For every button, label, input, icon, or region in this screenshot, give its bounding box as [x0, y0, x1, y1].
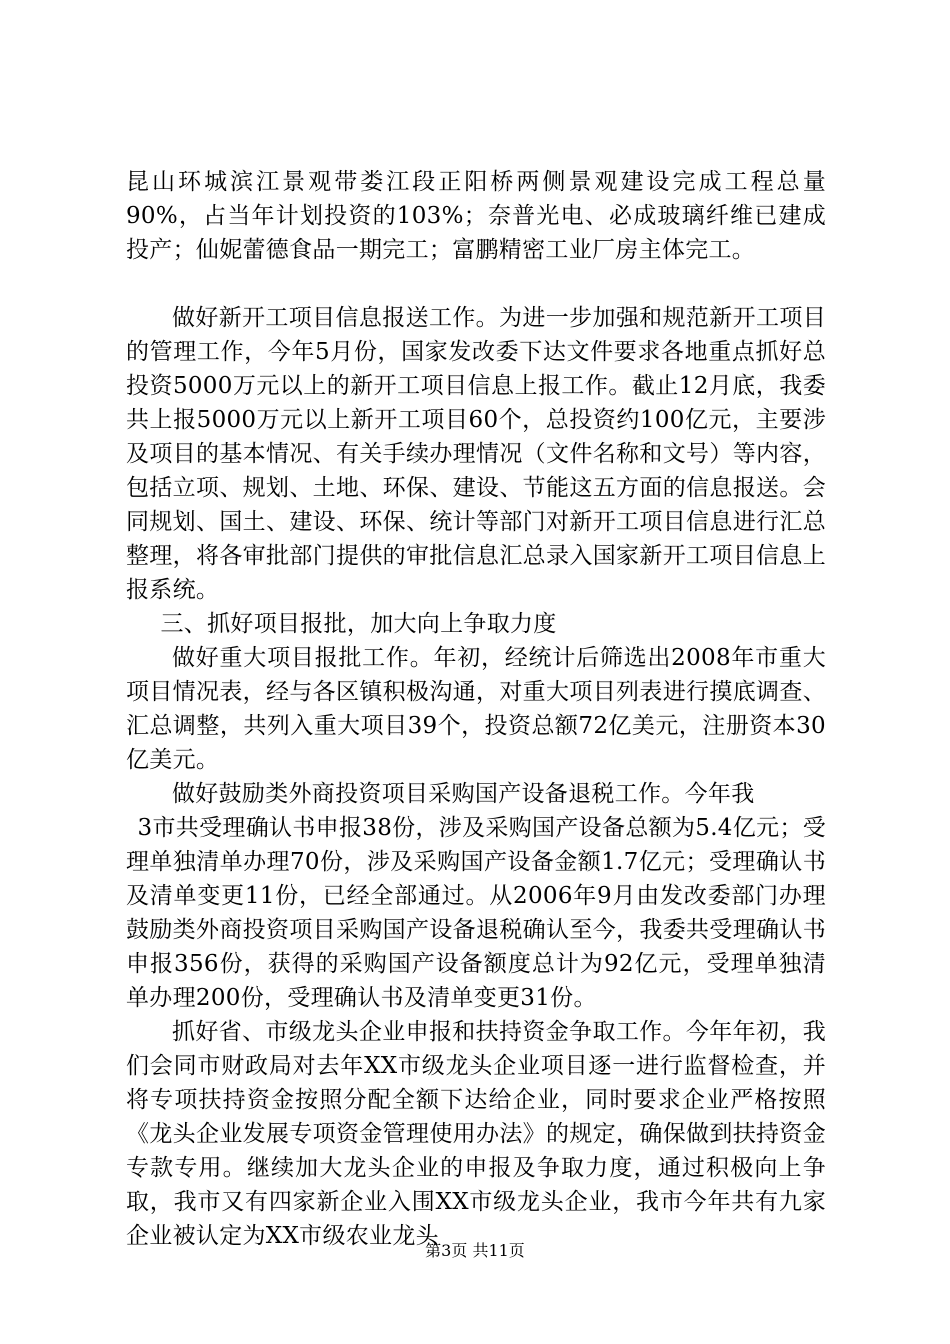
page-number-footer: 第3页 共11页 [425, 1241, 525, 1260]
section-heading-three: 三、抓好项目报批，加大向上争取力度 [160, 611, 557, 637]
document-body [126, 165, 826, 1253]
paragraph-new-project-reporting: 做好新开工项目信息报送工作。为进一步加强和规范新开工项目的管理工作，今年5月份，国家发改委下达文件要求各地重点抓好总投资5000万元以上的新开工项目信息上报工作。截止12月底，我委共上报5000万元以上新开工项目60个，总投资约100亿元，主要涉及项目的基本情况、有关手续办理情况（文件名称和文号）等内容，包括立项、规划、土地、环保、建设、节能这五方面的信息报送。会同规划、国土、建设、环保、统计等部门对新开工项目信息进行汇总整理，将各审批部门提供的审批信息汇总录入国家新开工项目信息上报系统。 [126, 305, 826, 603]
paragraph-leading-enterprises: 抓好省、市级龙头企业申报和扶持资金争取工作。今年年初，我们会同市财政局对去年XX市级龙头企业项目逐一进行监督检查，并将专项扶持资金按照分配全额下达给企业，同时要求企业严格按照《龙头企业发展专项资金管理使用办法》的规定，确保做到扶持资金专款专用。继续加大龙头企业的申报及争取力度，通过积极向上争取，我市又有四家新企业入围XX市级龙头企业，我市今年共有九家企业被认定为XX市级农业龙头 [126, 1019, 826, 1249]
paragraph-major-project-approval: 做好重大项目报批工作。年初，经统计后筛选出2008年市重大项目情况表，经与各区镇积极沟通，对重大项目列表进行摸底调查、汇总调整，共列入重大项目39个，投资总额72亿美元，注册资本30亿美元。 [126, 645, 826, 773]
paragraph-tax-refund-details: 3市共受理确认书申报38份，涉及采购国产设备总额为5.4亿元；受理单独清单办理70份，涉及采购国产设备金额1.7亿元；受理确认书及清单变更11份，已经全部通过。从2006年9月由发改委部门办理鼓励类外商投资项目采购国产设备退税确认至今，我委共受理确认书申报356份，获得的采购国产设备额度总计为92亿元，受理单独清单办理200份，受理确认书及清单变更31份。 [126, 815, 826, 1011]
paragraph-project-progress: 昆山环城滨江景观带娄江段正阳桥两侧景观建设完成工程总量90%，占当年计划投资的103%；奈普光电、必成玻璃纤维已建成投产；仙妮蕾德食品一期完工；富鹏精密工业厂房主体完工。 [126, 169, 826, 263]
paragraph-tax-refund-intro: 做好鼓励类外商投资项目采购国产设备退税工作。今年我 [172, 781, 755, 807]
